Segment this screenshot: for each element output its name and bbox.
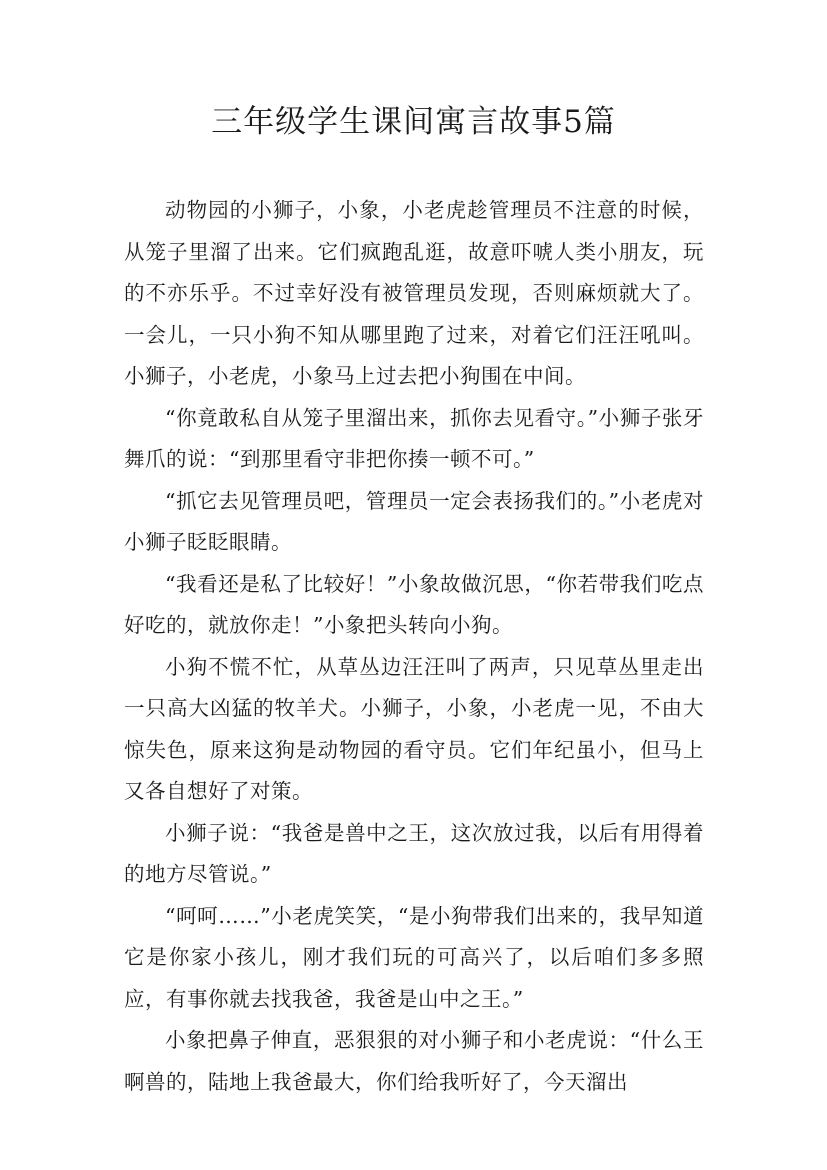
paragraph: “我看还是私了比较好！”小象故做沉思，“你若带我们吃点好吃的，就放你走！”小象把头转向小狗。 [124, 571, 704, 637]
paragraph: “你竟敢私自从笼子里溜出来，抓你去见看守。”小狮子张牙舞爪的说：“到那里看守非把你揍一顿不可。” [124, 405, 704, 471]
paragraph: 动物园的小狮子，小象，小老虎趁管理员不注意的时候，从笼子里溜了出来。它们疯跑乱逛，故意吓唬人类小朋友，玩的不亦乐乎。不过幸好没有被管理员发现，否则麻烦就大了。一会儿，一只小狗不知从哪里跑了过来，对着它们汪汪吼叫。小狮子，小老虎，小象马上过去把小狗围在中间。 [124, 198, 704, 388]
document-body [124, 190, 704, 1103]
document-title: 三年级学生课间寓言故事5篇 [211, 104, 616, 140]
paragraph: “呵呵……”小老虎笑笑，“是小狗带我们出来的，我早知道它是你家小孩儿，刚才我们玩的可高兴了，以后咱们多多照应，有事你就去找我爸，我爸是山中之王。” [124, 903, 704, 1011]
paragraph: 小狮子说：“我爸是兽中之王，这次放过我，以后有用得着的地方尽管说。” [124, 820, 704, 886]
paragraph: “抓它去见管理员吧，管理员一定会表扬我们的。”小老虎对小狮子眨眨眼睛。 [124, 488, 704, 554]
paragraph: 小狗不慌不忙，从草丛边汪汪叫了两声，只见草丛里走出一只高大凶猛的牧羊犬。小狮子，小象，小老虎一见，不由大惊失色，原来这狗是动物园的看守员。它们年纪虽小，但马上又各自想好了对策。 [124, 654, 704, 803]
paragraph: 小象把鼻子伸直，恶狠狠的对小狮子和小老虎说：“什么王啊兽的，陆地上我爸最大，你们给我听好了，今天溜出 [124, 1028, 704, 1094]
